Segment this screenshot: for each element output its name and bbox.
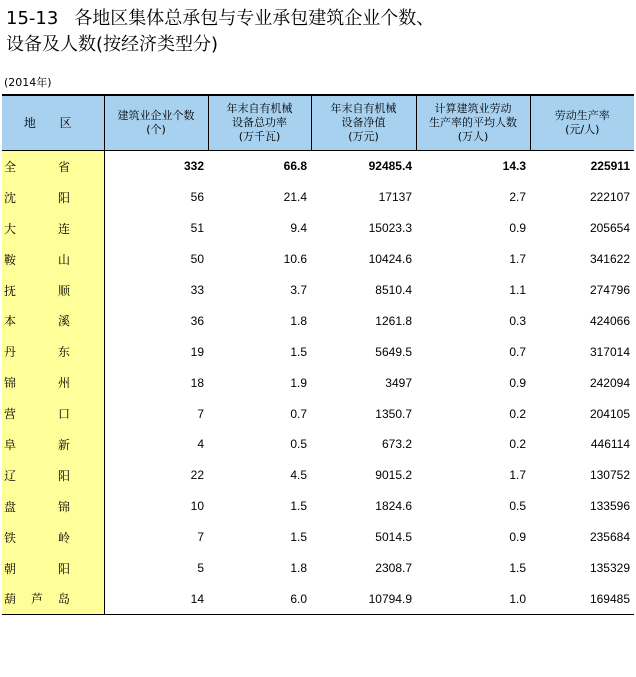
- productivity-cell: 222107: [589, 190, 630, 205]
- data-table-container: [2, 94, 634, 615]
- productivity-cell: 204105: [589, 406, 630, 421]
- region-name: [4, 436, 70, 453]
- avg-workers-cell: 1.7: [509, 468, 526, 483]
- table-row: [2, 336, 634, 367]
- count-cell: 5: [197, 561, 204, 576]
- region-char: 山: [57, 252, 70, 267]
- header-count: [104, 95, 208, 151]
- productivity-cell: 424066: [589, 313, 630, 328]
- header-productivity: [530, 95, 634, 151]
- net-value-cell: 5014.5: [375, 530, 412, 545]
- region-cell: [2, 275, 104, 306]
- count-cell: 56: [190, 190, 204, 205]
- net-value-cell: 1824.6: [375, 499, 412, 514]
- count-cell: 18: [190, 375, 204, 390]
- region-cell: [2, 213, 104, 244]
- header-text-line: 计算建筑业劳动: [434, 102, 512, 115]
- header-text-line: (个): [146, 123, 166, 136]
- region-char: 溪: [57, 314, 70, 329]
- count-cell: 22: [190, 468, 204, 483]
- region-name: [4, 189, 70, 206]
- productivity-cell: 133596: [589, 499, 630, 514]
- count-cell: 19: [190, 344, 204, 359]
- title-line-1: [6, 6, 630, 32]
- header-net-value: [311, 95, 416, 151]
- count-cell: 14: [104, 583, 208, 614]
- region-cell: [2, 553, 104, 584]
- region-name: [4, 343, 70, 360]
- region-name: [4, 405, 70, 422]
- power-cell: 1.5: [290, 344, 307, 359]
- power-cell: 1.8: [290, 313, 307, 328]
- power-cell: 0.5: [290, 437, 307, 452]
- table-row: [2, 182, 634, 213]
- region-char: 阳: [57, 561, 70, 576]
- net-value-cell: 92485.4: [368, 159, 412, 174]
- count-cell: 332: [183, 159, 204, 174]
- count-cell: 36: [190, 313, 204, 328]
- region-char: 沈: [4, 190, 36, 205]
- avg-workers-cell: 0.9: [509, 530, 526, 545]
- power-cell: 1.5: [290, 530, 307, 545]
- net-value-cell: 10794.9: [311, 583, 416, 614]
- net-value-cell: 9015.2: [375, 468, 412, 483]
- count-cell: 50: [190, 252, 204, 267]
- table-row: [2, 429, 634, 460]
- avg-workers-cell: 2.7: [509, 190, 526, 205]
- count-cell: 51: [190, 221, 204, 236]
- region-name: [4, 282, 70, 299]
- header-text-line: 设备净值: [341, 116, 386, 129]
- avg-workers-cell: 0.7: [509, 344, 526, 359]
- power-cell: 1.9: [290, 375, 307, 390]
- table-row: [2, 522, 634, 553]
- net-value-cell: 1261.8: [375, 313, 412, 328]
- power-cell: 10.6: [283, 252, 307, 267]
- region-char: 丹: [4, 345, 36, 360]
- table-row: [2, 213, 634, 244]
- region-char: 鞍: [4, 252, 36, 267]
- region-cell: [2, 522, 104, 553]
- region-char: 连: [57, 221, 70, 236]
- region-char: 口: [57, 407, 70, 422]
- header-text-line: (万元): [348, 130, 379, 143]
- productivity-cell: 317014: [589, 344, 630, 359]
- net-value-cell: 673.2: [381, 437, 412, 452]
- region-cell: [2, 583, 104, 614]
- header-row: [2, 95, 634, 151]
- region-char: 盘: [4, 499, 36, 514]
- power-cell: 3.7: [290, 283, 307, 297]
- table-row: [2, 367, 634, 398]
- table-row: [2, 244, 634, 275]
- region-name: [4, 251, 70, 268]
- avg-workers-cell: 0.2: [509, 406, 526, 421]
- header-text-line: (万人): [457, 130, 489, 143]
- table-row: [2, 275, 634, 306]
- region-name: [4, 560, 70, 577]
- header-text-line: 建筑业企业个数: [117, 109, 195, 122]
- count-cell: 7: [197, 530, 204, 545]
- region-name: [4, 312, 70, 329]
- power-cell: 6.0: [208, 583, 311, 614]
- header-text-line: 劳动生产率: [554, 109, 610, 122]
- table-title: [6, 6, 630, 58]
- region-name: [4, 529, 70, 546]
- header-text-line: (元/人): [565, 123, 600, 136]
- region-char: 铁: [4, 530, 36, 545]
- region-char: 本: [4, 314, 36, 329]
- net-value-cell: 15023.3: [368, 221, 412, 236]
- region-char: 省: [57, 159, 70, 174]
- data-table: [2, 94, 634, 615]
- region-name: [4, 220, 70, 237]
- avg-workers-cell: 1.7: [509, 252, 526, 267]
- productivity-cell: 274796: [589, 283, 630, 297]
- region-char: 葫: [4, 592, 22, 607]
- year-note: (2014年): [4, 76, 52, 89]
- net-value-cell: 5649.5: [375, 344, 412, 359]
- net-value-cell: 8510.4: [375, 283, 412, 297]
- header-text-line: (万千瓦): [238, 130, 281, 143]
- avg-workers-cell: 14.3: [502, 159, 526, 174]
- region-char: 顺: [57, 283, 70, 298]
- region-cell: [2, 398, 104, 429]
- productivity-cell: 130752: [589, 468, 630, 483]
- region-cell: [2, 460, 104, 491]
- header-text-line: 地 区: [23, 116, 82, 130]
- region-char: 岛: [57, 592, 70, 607]
- power-cell: 9.4: [290, 221, 307, 236]
- region-name: [4, 374, 70, 391]
- header-text-line: 设备总功率: [232, 116, 287, 129]
- title-text-1: 各地区集体总承包与专业承包建筑企业个数、: [74, 8, 435, 29]
- region-cell: [2, 244, 104, 275]
- header-region: [2, 95, 104, 151]
- header-avg-workers: [416, 95, 530, 151]
- title-line-2: 设备及人数(按经济类型分): [6, 34, 219, 55]
- avg-workers-cell: 0.9: [509, 375, 526, 390]
- region-char: 岭: [57, 530, 70, 545]
- power-cell: 1.5: [290, 499, 307, 514]
- table-row: [2, 460, 634, 491]
- productivity-cell: 242094: [589, 375, 630, 390]
- table-row: [2, 151, 634, 182]
- region-char: 新: [57, 437, 70, 452]
- region-char: 大: [4, 221, 36, 236]
- region-cell: [2, 367, 104, 398]
- avg-workers-cell: 0.2: [509, 437, 526, 452]
- region-name: [4, 498, 70, 515]
- region-char: 营: [4, 407, 36, 422]
- power-cell: 21.4: [283, 190, 307, 205]
- count-cell: 33: [190, 283, 204, 297]
- productivity-cell: 225911: [590, 159, 630, 174]
- net-value-cell: 2308.7: [375, 561, 412, 576]
- table-row: [2, 583, 634, 614]
- region-char: 阳: [57, 190, 70, 205]
- region-char: 朝: [4, 561, 36, 576]
- productivity-cell: 446114: [590, 437, 630, 452]
- avg-workers-cell: 0.9: [509, 221, 526, 236]
- net-value-cell: 3497: [385, 375, 412, 390]
- region-name: [4, 158, 70, 175]
- productivity-cell: 135329: [589, 561, 630, 576]
- header-text-line: 生产率的平均人数: [429, 116, 517, 129]
- region-cell: [2, 182, 104, 213]
- table-row: [2, 305, 634, 336]
- power-cell: 0.7: [290, 406, 307, 421]
- region-cell: [2, 491, 104, 522]
- net-value-cell: 10424.6: [368, 252, 412, 267]
- region-char: 芦: [30, 592, 49, 607]
- region-cell: [2, 151, 104, 182]
- avg-workers-cell: 0.3: [509, 313, 526, 328]
- productivity-cell: 205654: [589, 221, 630, 236]
- avg-workers-cell: 1.1: [509, 283, 526, 297]
- region-char: 全: [4, 159, 36, 174]
- net-value-cell: 1350.7: [375, 406, 412, 421]
- table-row: [2, 553, 634, 584]
- region-char: 阜: [4, 437, 36, 452]
- avg-workers-cell: 1.5: [509, 561, 526, 576]
- table-row: [2, 398, 634, 429]
- region-name: [4, 467, 70, 484]
- table-number: 15-13: [6, 8, 59, 29]
- net-value-cell: 17137: [378, 190, 412, 205]
- avg-workers-cell: 1.0: [416, 583, 530, 614]
- avg-workers-cell: 0.5: [509, 499, 526, 514]
- region-char: 东: [57, 345, 70, 360]
- productivity-cell: 235684: [589, 530, 630, 545]
- power-cell: 1.8: [290, 561, 307, 576]
- header-text-line: 年末自有机械: [330, 102, 397, 115]
- count-cell: 10: [190, 499, 204, 514]
- region-char: 锦: [57, 499, 70, 514]
- power-cell: 66.8: [283, 159, 307, 174]
- header-power: [208, 95, 311, 151]
- region-char: 锦: [4, 376, 36, 391]
- region-char: 州: [57, 376, 70, 391]
- power-cell: 4.5: [290, 468, 307, 483]
- region-char: 抚: [4, 283, 36, 298]
- table-body: [2, 151, 634, 615]
- productivity-cell: 341622: [589, 252, 630, 267]
- region-cell: [2, 336, 104, 367]
- region-cell: [2, 429, 104, 460]
- productivity-cell: 169485: [530, 583, 634, 614]
- table-row: [2, 491, 634, 522]
- region-char: 阳: [57, 468, 70, 483]
- region-char: 辽: [4, 468, 36, 483]
- region-name: [4, 590, 70, 607]
- count-cell: 4: [197, 437, 204, 452]
- count-cell: 7: [197, 406, 204, 421]
- header-text-line: 年末自有机械: [226, 102, 293, 115]
- region-cell: [2, 305, 104, 336]
